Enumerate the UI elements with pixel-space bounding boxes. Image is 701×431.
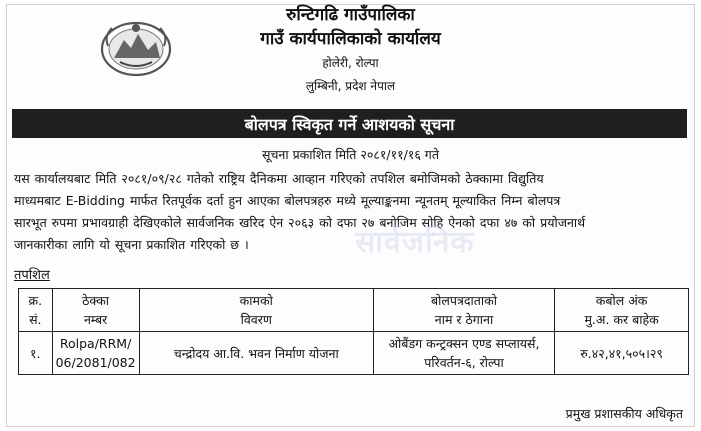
notice-title: बोलपत्र स्विकृत गर्ने आशयको सूचना bbox=[12, 109, 687, 138]
signatory-title: प्रमुख प्रशासकीय अधिकृत bbox=[565, 406, 683, 421]
header-contract-no: ठेक्का नम्बर bbox=[52, 289, 139, 332]
body-line: यस कार्यालयबाट मिति २०८१/०९/२८ गतेको राष्ट्रिय दैनिकमा आव्हान गरिएको तपशिल बमोजिमको ठेक्कामा विद्युतिय bbox=[14, 171, 544, 186]
cell-bidder: ओबैंडग कन्ट्रक्सन एण्ड सप्लायर्स, परिवर्तन-६, रोल्पा bbox=[373, 332, 554, 375]
cell-contract-no: Rolpa/RRM/ 06/2081/082 bbox=[52, 332, 139, 375]
cell-sn: १. bbox=[19, 332, 53, 375]
body-line: सारभूत रुपमा प्रभावग्राही देखिएकोले सार्वजनिक खरिद ऐन २०६३ को दफा २७ बनोजिम सोहि ऐनको दफा ४७ को प्रयोजनार्थ bbox=[14, 215, 586, 230]
header-amount: कबोल अंक मु.अ. कर बाहेक bbox=[555, 289, 689, 332]
schedule-label: तपशिल bbox=[14, 268, 50, 283]
province-name: लुम्बिनी, प्रदेश नेपाल bbox=[305, 79, 396, 93]
header-bidder: बोलपत्रदाताको नाम र ठेगाना bbox=[373, 289, 554, 332]
notice-body bbox=[14, 168, 686, 256]
bid-table bbox=[18, 288, 689, 375]
cell-description: चन्द्रोदय आ.वि. भवन निर्माण योजना bbox=[139, 332, 373, 375]
cell-amount: रु.४२,४१,५०५।२९ bbox=[555, 332, 689, 375]
header-description: कामको विवरण bbox=[139, 289, 373, 332]
watermark-text: सार्वजनिक bbox=[355, 225, 475, 260]
table-header-row bbox=[19, 289, 689, 332]
office-location: होलेरी, रोल्पा bbox=[322, 56, 379, 70]
body-line: माध्यमबाट E-Bidding मार्फत रितपूर्वक दर्ता हुन आएका बोलपत्रहरु मध्ये मूल्याङ्कनमा न्यूनतम् मूल्याकित निम्न बोलपत्र bbox=[14, 193, 561, 208]
published-date: सूचना प्रकाशित मिति २०८१/११/१६ गते bbox=[262, 147, 439, 162]
municipality-name: रुन्टिगढि गाउँपालिका bbox=[286, 5, 415, 25]
office-name: गाउँ कार्यपालिकाको कार्यालय bbox=[260, 29, 441, 49]
header-sn: क्र. सं. bbox=[19, 289, 53, 332]
body-line: जानकारीका लागि यो सूचना प्रकाशित गरिएको छ । bbox=[14, 237, 249, 252]
table-row bbox=[19, 332, 689, 375]
